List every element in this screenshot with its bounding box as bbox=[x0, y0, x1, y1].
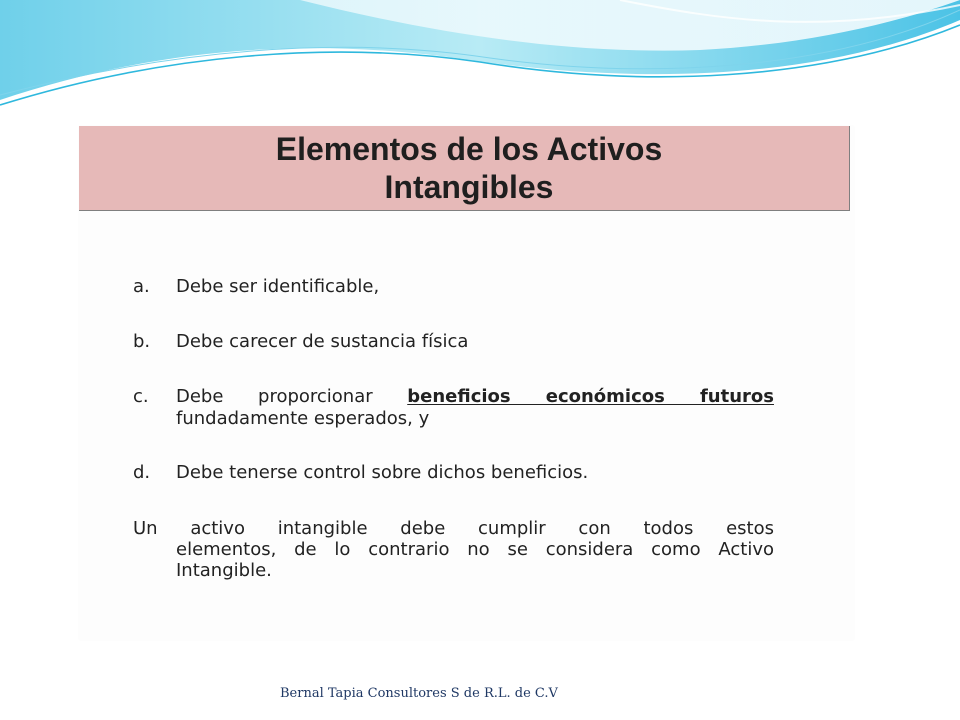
closing-rest bbox=[133, 539, 774, 581]
emphasis-text: beneficios económicos futuros bbox=[407, 386, 774, 407]
title-line-2: Intangibles bbox=[384, 169, 554, 205]
list-item-text: Debe tenerse control sobre dichos beneficios. bbox=[176, 462, 589, 483]
header-wave-decoration bbox=[0, 0, 960, 120]
list-marker: c. bbox=[133, 386, 149, 407]
title-line-1: Elementos de los Activos bbox=[275, 131, 663, 167]
closing-line-3: Intangible. bbox=[176, 560, 272, 581]
list-item bbox=[133, 331, 774, 353]
list-marker: a. bbox=[133, 276, 150, 297]
slide-title bbox=[266, 130, 662, 206]
list-item-text: Debe carecer de sustancia física bbox=[176, 331, 469, 352]
list-marker: d. bbox=[133, 462, 151, 483]
closing-line-1: Un activo intangible debe cumplir con todos estos bbox=[133, 518, 774, 539]
list-item bbox=[133, 462, 774, 484]
list-item bbox=[133, 276, 774, 298]
list-item-line bbox=[176, 386, 774, 408]
closing-paragraph bbox=[133, 518, 774, 581]
list-item-text bbox=[176, 386, 774, 430]
footer-company: Bernal Tapia Consultores S de R.L. de C.V bbox=[280, 686, 558, 701]
list-item bbox=[133, 386, 774, 430]
slide-content-box bbox=[79, 126, 854, 640]
title-band bbox=[79, 126, 850, 211]
closing-line-2: elementos, de lo contrario no se considera como Activo bbox=[176, 539, 774, 560]
list-item-text: Debe ser identificable, bbox=[176, 276, 380, 297]
list-marker: b. bbox=[133, 331, 151, 352]
list-item-text-after: fundadamente esperados, y bbox=[176, 408, 430, 429]
list-item-text-before: Debe proporcionar bbox=[176, 386, 373, 407]
